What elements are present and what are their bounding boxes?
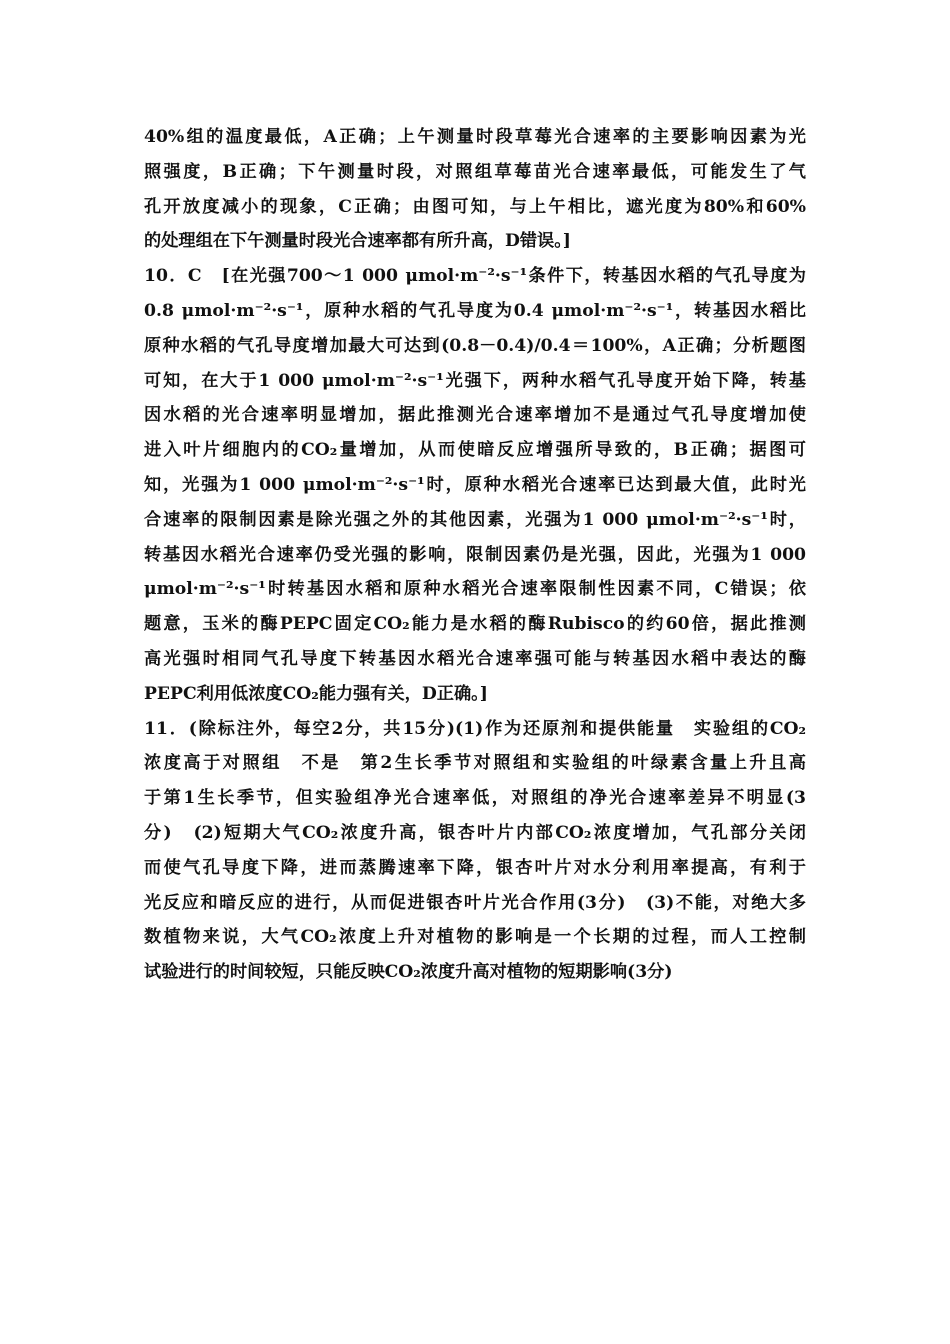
text-line: PEPC利用低浓度CO₂能力强有关，D正确。] bbox=[144, 683, 488, 704]
text-line: μmol·m⁻²·s⁻¹时转基因水稻和原种水稻光合速率限制性因素不同，C错误；依 bbox=[144, 579, 806, 600]
text-line: 数植物来说，大气CO₂浓度上升对植物的影响是一个长期的过程，而人工控制 bbox=[144, 927, 806, 948]
text-line: 题意，玉米的酶PEPC固定CO₂能力是水稻的酶Rubisco的约60倍，据此推测 bbox=[144, 614, 806, 635]
text-line: 合速率的限制因素是除光强之外的其他因素，光强为1 000 μmol·m⁻²·s⁻¹时， bbox=[144, 509, 806, 530]
text-line: 原种水稻的气孔导度增加最大可达到(0.8－0.4)/0.4＝100%，A正确；分析题图 bbox=[144, 335, 806, 356]
text-line: 的处理组在下午测量时段光合速率都有所升高，D错误。] bbox=[144, 231, 571, 252]
answer-11-line: 11．(除标注外，每空2分，共15分)(1)作为还原剂和提供能量 实验组的CO₂ bbox=[144, 718, 806, 739]
text-line: 孔开放度减小的现象，C正确；由图可知，与上午相比，遮光度为80%和60% bbox=[144, 196, 806, 217]
text-line: 因水稻的光合速率明显增加，据此推测光合速率增加不是通过气孔导度增加使 bbox=[144, 405, 806, 426]
text-line: 浓度高于对照组 不是 第2生长季节对照组和实验组的叶绿素含量上升且高 bbox=[144, 753, 806, 774]
text-line: 而使气孔导度下降，进而蒸腾速率下降，银杏叶片对水分利用率提高，有利于 bbox=[144, 857, 806, 878]
text-line: 高光强时相同气孔导度下转基因水稻光合速率强可能与转基因水稻中表达的酶 bbox=[144, 648, 806, 669]
text-line: 知，光强为1 000 μmol·m⁻²·s⁻¹时，原种水稻光合速率已达到最大值，此时光 bbox=[144, 474, 806, 495]
text-line: 40%组的温度最低，A正确；上午测量时段草莓光合速率的主要影响因素为光 bbox=[144, 127, 806, 147]
text-line: 试验进行的时间较短，只能反映CO₂浓度升高对植物的短期影响(3分) bbox=[144, 962, 673, 983]
answer-10-line: 10．C [在光强700～1 000 μmol·m⁻²·s⁻¹条件下，转基因水稻的气孔导度为 bbox=[144, 266, 806, 287]
answer-text-block bbox=[144, 120, 806, 990]
text-line: 可知，在大于1 000 μmol·m⁻²·s⁻¹光强下，两种水稻气孔导度开始下降，转基 bbox=[144, 370, 806, 391]
text-line: 进入叶片细胞内的CO₂量增加，从而使暗反应增强所导致的，B正确；据图可 bbox=[144, 440, 806, 461]
text-line: 于第1生长季节，但实验组净光合速率低，对照组的净光合速率差异不明显(3 bbox=[144, 788, 806, 809]
text-line: 分) (2)短期大气CO₂浓度升高，银杏叶片内部CO₂浓度增加，气孔部分关闭 bbox=[144, 822, 806, 843]
text-line: 光反应和暗反应的进行，从而促进银杏叶片光合作用(3分) (3)不能，对绝大多 bbox=[144, 892, 806, 913]
text-line: 转基因水稻光合速率仍受光强的影响，限制因素仍是光强，因此，光强为1 000 bbox=[144, 544, 806, 565]
text-line: 0.8 μmol·m⁻²·s⁻¹，原种水稻的气孔导度为0.4 μmol·m⁻²·s⁻¹，转基因水稻比 bbox=[144, 300, 806, 321]
text-line: 照强度，B正确；下午测量时段，对照组草莓苗光合速率最低，可能发生了气 bbox=[144, 161, 806, 182]
